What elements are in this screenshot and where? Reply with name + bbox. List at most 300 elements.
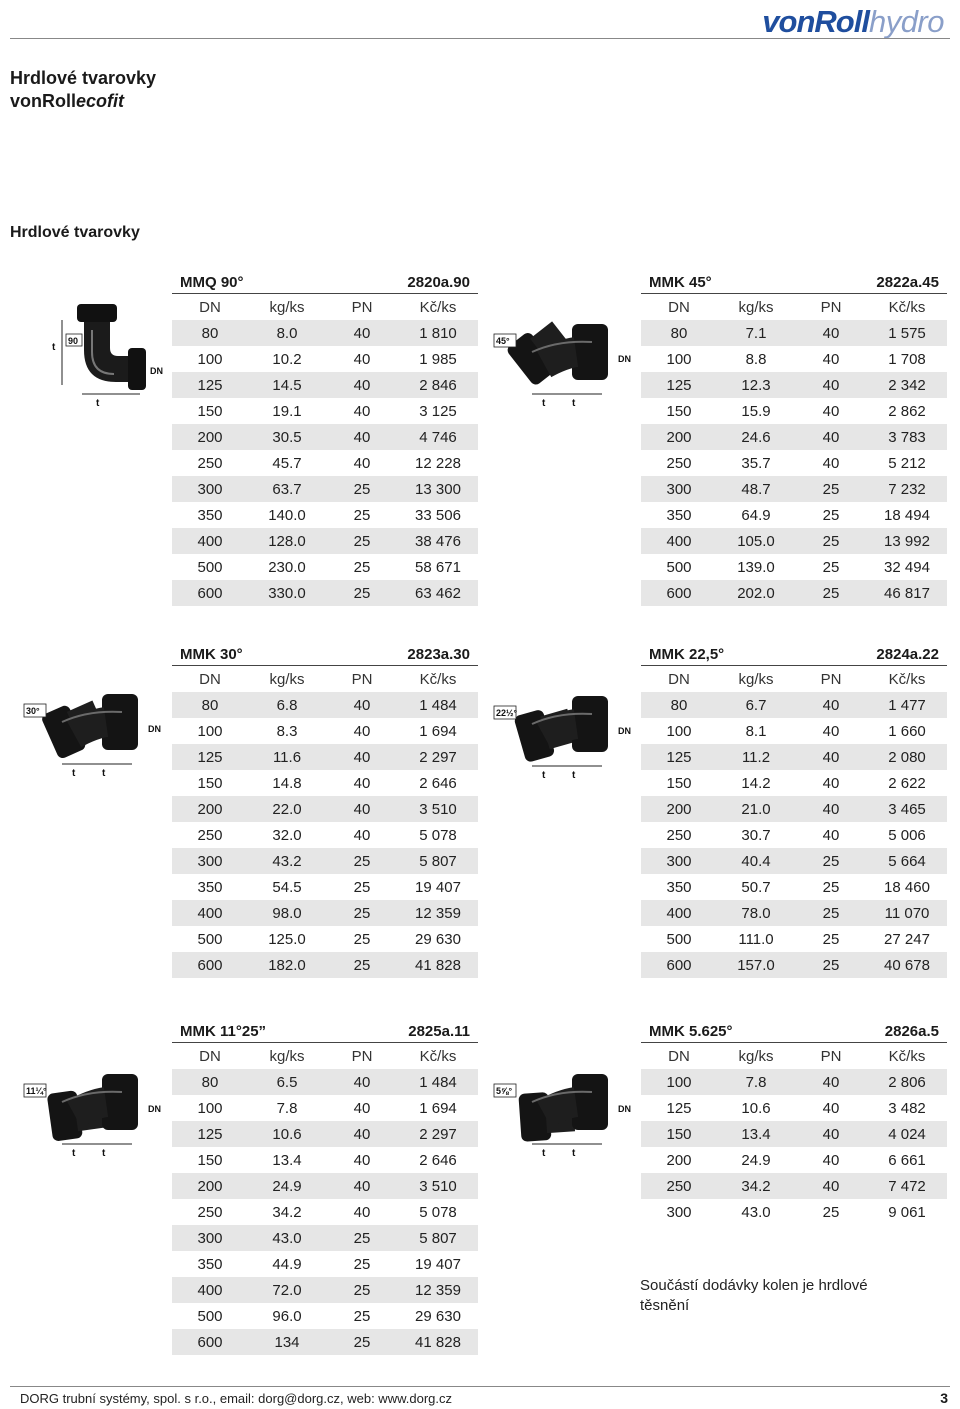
section-title: Hrdlové tvarovky xyxy=(10,224,140,241)
dim-label-t: t xyxy=(72,1148,76,1159)
table-cell: 18 460 xyxy=(884,878,930,896)
table-row xyxy=(641,770,947,796)
fitting-code: 2824a.22 xyxy=(876,646,939,663)
table-cell: 25 xyxy=(822,558,840,576)
table-row xyxy=(641,796,947,822)
column-header: PN xyxy=(351,298,373,316)
fitting-name: MMK 30° xyxy=(180,646,243,663)
table-cell: 1 575 xyxy=(888,324,926,342)
dim-label-t2: t xyxy=(572,770,576,781)
table-row xyxy=(172,1251,478,1277)
table-cell: 33 506 xyxy=(415,506,461,524)
table-cell: 125 xyxy=(666,376,692,394)
table-cell: 25 xyxy=(353,1333,371,1351)
table-cell: 5 078 xyxy=(419,826,457,844)
bend-joint xyxy=(544,1102,576,1114)
column-header: Kč/ks xyxy=(888,298,926,316)
fitting-name: MMK 45° xyxy=(649,274,712,291)
pipe-fitting-illustration xyxy=(492,290,642,420)
table-cell: 40 xyxy=(822,1099,840,1117)
table-cell: 25 xyxy=(353,480,371,498)
table-header xyxy=(172,1017,478,1043)
table-cell: 2 846 xyxy=(419,376,457,394)
table-cell: 24.9 xyxy=(272,1177,302,1195)
table-cell: 40 xyxy=(353,1099,371,1117)
table-row xyxy=(172,476,478,502)
column-header-row xyxy=(641,666,947,692)
table-cell: 100 xyxy=(197,350,223,368)
table-cell: 11.2 xyxy=(741,748,771,766)
table-row xyxy=(172,398,478,424)
logo-hydro: hydro xyxy=(868,4,944,39)
table-cell: 250 xyxy=(197,1203,223,1221)
table-cell: 128.0 xyxy=(268,532,306,550)
table-cell: 40 xyxy=(353,722,371,740)
table-cell: 27 247 xyxy=(884,930,930,948)
table-cell: 200 xyxy=(197,800,223,818)
table-cell: 200 xyxy=(197,1177,223,1195)
table-cell: 500 xyxy=(197,930,223,948)
table-cell: 40 xyxy=(353,454,371,472)
table-cell: 150 xyxy=(197,402,223,420)
socket-right xyxy=(102,694,138,750)
socket-right xyxy=(572,1074,608,1130)
table-cell: 25 xyxy=(822,904,840,922)
table-cell: 500 xyxy=(666,930,692,948)
table-cell: 38 476 xyxy=(415,532,461,550)
table-cell: 400 xyxy=(666,532,692,550)
fitting-code: 2822a.45 xyxy=(876,274,939,291)
table-cell: 40 xyxy=(353,428,371,446)
fitting-diagram xyxy=(492,662,642,792)
dim-label-t: t xyxy=(542,1148,546,1159)
table-cell: 80 xyxy=(201,696,219,714)
table-cell: 250 xyxy=(666,1177,692,1195)
table-cell: 3 510 xyxy=(419,800,457,818)
pipe-fitting-illustration xyxy=(22,660,172,790)
table-row xyxy=(172,554,478,580)
table-cell: 25 xyxy=(822,930,840,948)
title-brand-suffix: ecofit xyxy=(76,91,125,111)
table-cell: 40 xyxy=(822,454,840,472)
table-cell: 4 024 xyxy=(888,1125,926,1143)
table-cell: 5 807 xyxy=(419,1229,457,1247)
table-cell: 19.1 xyxy=(272,402,302,420)
table-row xyxy=(172,1095,478,1121)
angle-label: 11¼° xyxy=(26,1086,47,1096)
table-cell: 40 xyxy=(822,376,840,394)
table-cell: 40 xyxy=(822,826,840,844)
table-cell: 25 xyxy=(353,878,371,896)
table-cell: 6.5 xyxy=(276,1073,298,1091)
column-header: kg/ks xyxy=(269,298,305,316)
table-row xyxy=(641,1121,947,1147)
table-cell: 64.9 xyxy=(741,506,771,524)
dim-label-t: t xyxy=(52,342,56,353)
table-cell: 105.0 xyxy=(737,532,775,550)
table-cell: 40 xyxy=(822,748,840,766)
table-cell: 14.5 xyxy=(272,376,302,394)
footer-contact: DORG trubní systémy, spol. s r.o., email: dorg@dorg.cz, web: www.dorg.cz xyxy=(20,1391,452,1406)
column-header: PN xyxy=(820,670,842,688)
dn-label: DN xyxy=(148,724,161,734)
table-header xyxy=(641,1017,947,1043)
table-row xyxy=(641,320,947,346)
dim-label-t: t xyxy=(542,398,546,409)
table-row xyxy=(641,502,947,528)
dim-label-t: t xyxy=(72,768,76,779)
table-cell: 500 xyxy=(197,558,223,576)
table-row xyxy=(172,796,478,822)
table-row xyxy=(641,848,947,874)
fitting-diagram xyxy=(492,1040,642,1170)
table-row xyxy=(641,476,947,502)
table-cell: 300 xyxy=(197,480,223,498)
table-cell: 8.3 xyxy=(276,722,298,740)
table-cell: 3 510 xyxy=(419,1177,457,1195)
table-cell: 21.0 xyxy=(741,800,771,818)
pipe-fitting-illustration xyxy=(492,662,642,792)
fitting-name: MMQ 90° xyxy=(180,274,244,291)
top-divider xyxy=(10,38,950,39)
column-header: kg/ks xyxy=(269,1047,305,1065)
table-cell: 40 xyxy=(822,402,840,420)
table-cell: 58 671 xyxy=(415,558,461,576)
table-row xyxy=(641,424,947,450)
title-brand: vonRoll xyxy=(10,91,76,111)
table-row xyxy=(641,822,947,848)
table-cell: 7.1 xyxy=(745,324,767,342)
dn-label: DN xyxy=(618,726,631,736)
delivery-note: Součástí dodávky kolen je hrdlové těsnění xyxy=(640,1277,868,1314)
table-cell: 600 xyxy=(666,584,692,602)
table-cell: 350 xyxy=(666,506,692,524)
socket-side xyxy=(128,348,146,390)
table-cell: 25 xyxy=(822,506,840,524)
table-row xyxy=(641,580,947,606)
table-cell: 48.7 xyxy=(741,480,771,498)
table-cell: 40 xyxy=(822,1073,840,1091)
table-cell: 19 407 xyxy=(415,878,461,896)
table-cell: 30.7 xyxy=(741,826,771,844)
table-cell: 5 006 xyxy=(888,826,926,844)
table-cell: 7.8 xyxy=(745,1073,767,1091)
table-cell: 25 xyxy=(822,878,840,896)
angle-label: 90 xyxy=(68,336,79,346)
socket-right xyxy=(102,1074,138,1130)
table-row xyxy=(641,450,947,476)
table-cell: 40 xyxy=(353,376,371,394)
socket-right-group xyxy=(572,1074,608,1130)
table-cell: 250 xyxy=(666,454,692,472)
table-cell: 25 xyxy=(353,930,371,948)
table-cell: 400 xyxy=(666,904,692,922)
socket-right-group xyxy=(102,1074,138,1130)
table-cell: 24.9 xyxy=(741,1151,771,1169)
table-cell: 22.0 xyxy=(272,800,302,818)
table-cell: 3 482 xyxy=(888,1099,926,1117)
socket-top xyxy=(77,304,117,322)
table-cell: 1 484 xyxy=(419,696,457,714)
bend-joint xyxy=(74,1102,106,1114)
table-cell: 41 828 xyxy=(415,956,461,974)
fitting-name: MMK 5.625° xyxy=(649,1023,733,1040)
table-cell: 54.5 xyxy=(272,878,302,896)
table-cell: 125 xyxy=(197,1125,223,1143)
column-header: PN xyxy=(351,670,373,688)
table-row xyxy=(172,1069,478,1095)
socket-right xyxy=(572,696,608,752)
table-cell: 32.0 xyxy=(272,826,302,844)
table-cell: 3 125 xyxy=(419,402,457,420)
fitting-table xyxy=(641,1017,947,1225)
fitting-diagram xyxy=(22,1040,172,1170)
table-cell: 300 xyxy=(197,1229,223,1247)
table-cell: 3 465 xyxy=(888,800,926,818)
table-cell: 230.0 xyxy=(268,558,306,576)
table-cell: 2 297 xyxy=(419,748,457,766)
table-row xyxy=(172,874,478,900)
table-cell: 25 xyxy=(822,852,840,870)
table-cell: 34.2 xyxy=(272,1203,302,1221)
table-cell: 32 494 xyxy=(884,558,930,576)
table-row xyxy=(172,1147,478,1173)
table-cell: 40 xyxy=(822,350,840,368)
table-cell: 10.6 xyxy=(741,1099,771,1117)
table-cell: 25 xyxy=(353,532,371,550)
table-cell: 25 xyxy=(353,852,371,870)
column-header: DN xyxy=(199,1047,221,1065)
table-cell: 2 862 xyxy=(888,402,926,420)
column-header: kg/ks xyxy=(738,670,774,688)
table-row xyxy=(641,874,947,900)
table-cell: 46 817 xyxy=(884,584,930,602)
table-row xyxy=(172,1199,478,1225)
table-row xyxy=(172,1121,478,1147)
page-title xyxy=(10,67,156,113)
table-cell: 125 xyxy=(197,748,223,766)
table-cell: 80 xyxy=(201,1073,219,1091)
table-row xyxy=(641,952,947,978)
table-cell: 100 xyxy=(666,350,692,368)
table-cell: 125 xyxy=(666,1099,692,1117)
table-cell: 150 xyxy=(666,774,692,792)
table-cell: 300 xyxy=(666,480,692,498)
table-cell: 400 xyxy=(197,904,223,922)
bend-joint xyxy=(544,724,576,736)
table-cell: 25 xyxy=(822,1203,840,1221)
dn-label: DN xyxy=(618,354,631,364)
pipe-fitting-illustration xyxy=(22,1040,172,1170)
table-row xyxy=(641,744,947,770)
table-row xyxy=(172,1277,478,1303)
table-row xyxy=(172,822,478,848)
table-cell: 41 828 xyxy=(415,1333,461,1351)
table-row xyxy=(172,346,478,372)
table-row xyxy=(641,926,947,952)
table-cell: 5 807 xyxy=(419,852,457,870)
table-cell: 13 300 xyxy=(415,480,461,498)
fitting-name: MMK 11°25” xyxy=(180,1023,267,1040)
table-cell: 11 070 xyxy=(884,904,930,922)
table-row xyxy=(172,926,478,952)
dn-label: DN xyxy=(618,1104,631,1114)
column-header: DN xyxy=(199,670,221,688)
pipe-fitting-illustration xyxy=(492,1040,642,1170)
table-header xyxy=(641,640,947,666)
socket-right-group xyxy=(572,324,608,380)
title-line-1: Hrdlové tvarovky xyxy=(10,68,157,88)
column-header: Kč/ks xyxy=(419,1047,457,1065)
table-cell: 40 xyxy=(353,800,371,818)
table-cell: 350 xyxy=(197,1255,223,1273)
angle-label: 45° xyxy=(496,336,510,346)
table-cell: 250 xyxy=(666,826,692,844)
table-cell: 25 xyxy=(822,584,840,602)
column-header: PN xyxy=(820,1047,842,1065)
table-cell: 80 xyxy=(201,324,219,342)
column-header: DN xyxy=(668,298,690,316)
column-header: Kč/ks xyxy=(888,1047,926,1065)
table-row xyxy=(172,1303,478,1329)
table-cell: 40 xyxy=(353,1073,371,1091)
table-cell: 10.6 xyxy=(272,1125,302,1143)
column-header-row xyxy=(641,294,947,320)
table-cell: 40 xyxy=(822,1125,840,1143)
table-cell: 40 xyxy=(353,1151,371,1169)
table-cell: 100 xyxy=(197,1099,223,1117)
dim-label-t2: t xyxy=(102,1148,106,1159)
column-header: PN xyxy=(351,1047,373,1065)
table-cell: 100 xyxy=(197,722,223,740)
table-cell: 250 xyxy=(197,454,223,472)
table-cell: 150 xyxy=(666,402,692,420)
table-cell: 125 xyxy=(666,748,692,766)
table-cell: 12 359 xyxy=(415,1281,461,1299)
table-cell: 125.0 xyxy=(268,930,306,948)
table-cell: 7.8 xyxy=(276,1099,298,1117)
table-cell: 40 xyxy=(822,800,840,818)
table-cell: 6.7 xyxy=(745,696,767,714)
table-cell: 125 xyxy=(197,376,223,394)
table-cell: 19 407 xyxy=(415,1255,461,1273)
table-cell: 80 xyxy=(670,324,688,342)
table-header xyxy=(172,268,478,294)
table-cell: 140.0 xyxy=(268,506,306,524)
socket-right-group xyxy=(102,694,138,750)
column-header-row xyxy=(172,294,478,320)
table-cell: 25 xyxy=(353,1229,371,1247)
table-cell: 4 746 xyxy=(419,428,457,446)
dn-label: DN xyxy=(150,366,163,376)
table-header xyxy=(172,640,478,666)
table-cell: 7 472 xyxy=(888,1177,926,1195)
table-cell: 1 660 xyxy=(888,722,926,740)
table-row xyxy=(641,1147,947,1173)
socket-right xyxy=(572,324,608,380)
table-cell: 63 462 xyxy=(415,584,461,602)
table-cell: 5 078 xyxy=(419,1203,457,1221)
bottom-divider xyxy=(10,1386,950,1387)
table-cell: 44.9 xyxy=(272,1255,302,1273)
column-header: Kč/ks xyxy=(888,670,926,688)
table-cell: 25 xyxy=(353,558,371,576)
table-cell: 25 xyxy=(353,1307,371,1325)
table-row xyxy=(172,320,478,346)
table-row xyxy=(172,900,478,926)
table-cell: 1 694 xyxy=(419,722,457,740)
table-cell: 300 xyxy=(197,852,223,870)
fitting-code: 2820a.90 xyxy=(407,274,470,291)
dn-label: DN xyxy=(148,1104,161,1114)
table-row xyxy=(641,1173,947,1199)
column-header: kg/ks xyxy=(738,1047,774,1065)
table-cell: 8.1 xyxy=(745,722,767,740)
table-row xyxy=(641,398,947,424)
table-cell: 40 xyxy=(822,696,840,714)
table-row xyxy=(172,450,478,476)
bend-joint xyxy=(74,722,106,734)
logo-vonroll: vonRoll xyxy=(762,4,869,39)
table-cell: 12 359 xyxy=(415,904,461,922)
table-cell: 11.6 xyxy=(272,748,302,766)
table-cell: 25 xyxy=(353,584,371,602)
table-cell: 25 xyxy=(353,956,371,974)
fitting-diagram xyxy=(492,290,642,420)
table-cell: 25 xyxy=(353,506,371,524)
table-cell: 100 xyxy=(666,722,692,740)
table-cell: 500 xyxy=(666,558,692,576)
table-cell: 1 810 xyxy=(419,324,457,342)
table-header xyxy=(641,268,947,294)
table-cell: 40 xyxy=(353,1203,371,1221)
table-cell: 300 xyxy=(666,852,692,870)
table-row xyxy=(172,848,478,874)
angle-label: 30° xyxy=(26,706,40,716)
table-cell: 43.2 xyxy=(272,852,302,870)
table-cell: 25 xyxy=(353,1255,371,1273)
table-cell: 98.0 xyxy=(272,904,302,922)
table-row xyxy=(172,1329,478,1355)
column-header-row xyxy=(172,1043,478,1069)
table-cell: 40 xyxy=(353,826,371,844)
column-header-row xyxy=(641,1043,947,1069)
table-cell: 40 xyxy=(353,748,371,766)
table-row xyxy=(172,580,478,606)
column-header: PN xyxy=(820,298,842,316)
column-header: DN xyxy=(668,1047,690,1065)
column-header-row xyxy=(172,666,478,692)
column-header: DN xyxy=(668,670,690,688)
fitting-table xyxy=(172,1017,478,1355)
dim-label-t: t xyxy=(542,770,546,781)
table-row xyxy=(641,718,947,744)
table-row xyxy=(172,502,478,528)
table-cell: 72.0 xyxy=(272,1281,302,1299)
table-cell: 600 xyxy=(666,956,692,974)
table-cell: 40 xyxy=(353,324,371,342)
table-cell: 25 xyxy=(822,532,840,550)
table-cell: 15.9 xyxy=(741,402,771,420)
table-cell: 78.0 xyxy=(741,904,771,922)
table-cell: 25 xyxy=(353,1281,371,1299)
table-cell: 157.0 xyxy=(737,956,775,974)
table-cell: 1 985 xyxy=(419,350,457,368)
fitting-table xyxy=(172,640,478,978)
table-cell: 40 xyxy=(822,324,840,342)
table-cell: 202.0 xyxy=(737,584,775,602)
table-cell: 200 xyxy=(666,1151,692,1169)
